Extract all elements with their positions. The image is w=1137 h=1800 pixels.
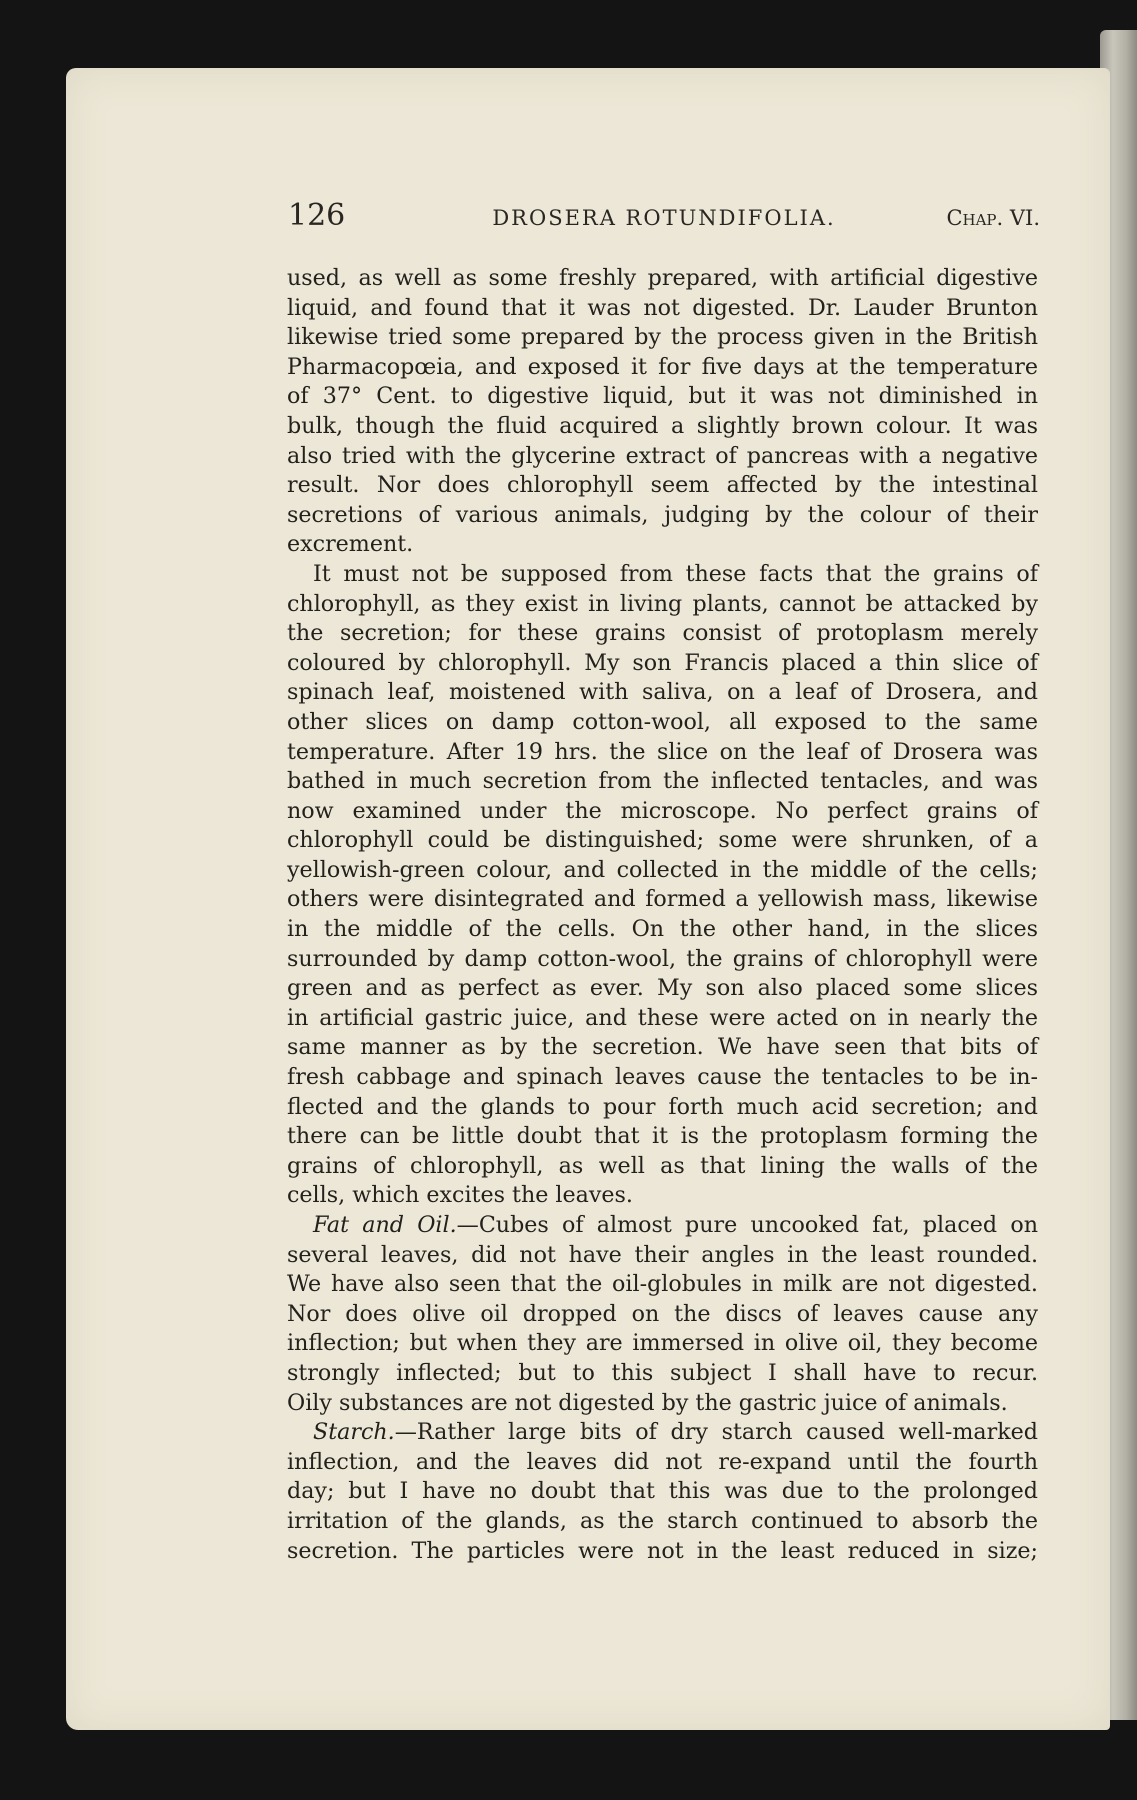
text-line: grains of chlorophyll, as well as that lining the walls of the <box>287 1152 1038 1179</box>
chapter-label: Chap. VI. <box>946 206 1040 230</box>
text-line: We have also seen that the oil-globules in milk are not digested. <box>287 1271 1038 1298</box>
text-line: secretions of various animals, judging by the colour of their <box>287 501 1038 528</box>
text-line: used, as well as some freshly prepared, with artificial digestive <box>287 265 1038 291</box>
text-line: several leaves, did not have their angles in the least rounded. <box>287 1241 1038 1268</box>
text-line: same manner as by the secretion. We have seen that bits of <box>287 1034 1038 1061</box>
text-line: the secretion; for these grains consist of protoplasm merely <box>287 620 1038 647</box>
text-line-starch <box>287 1418 1038 1448</box>
text-line: Oily substances are not digested by the gastric juice of animals. <box>287 1389 1008 1416</box>
text-line: other slices on damp cotton-wool, all exposed to the same <box>287 708 1038 735</box>
em-dash: — <box>456 1212 479 1238</box>
text-line-fat-and-oil <box>287 1211 1038 1241</box>
section-heading-starch: Starch. <box>313 1419 395 1446</box>
text-line: day; but I have no doubt that this was due to the prolonged <box>287 1478 1038 1505</box>
page-header <box>288 196 1040 240</box>
text-line-content: Rather large bits of dry starch caused well-marked <box>416 1419 1038 1446</box>
text-line: likewise tried some prepared by the process given in the British <box>287 324 1038 351</box>
text-line: excrement. <box>287 531 414 558</box>
text-line: green and as perfect as ever. My son also placed some slices <box>287 975 1038 1002</box>
text-line: fresh cabbage and spinach leaves cause the tentacles to be in- <box>287 1064 1038 1091</box>
text-line: in artificial gastric juice, and these were acted on in nearly the <box>287 1004 1038 1031</box>
text-line: secretion. The particles were not in the least reduced in size; <box>287 1537 1038 1564</box>
text-line-content: Cubes of almost pure uncooked fat, placed on <box>478 1212 1038 1238</box>
text-line: surrounded by damp cotton-wool, the grains of chlorophyll were <box>287 945 1038 972</box>
text-line: flected and the glands to pour forth much acid secretion; and <box>287 1093 1038 1120</box>
text-line: Pharmacopœia, and exposed it for five days at the temperature <box>287 353 1038 380</box>
text-line: coloured by chlorophyll. My son Francis placed a thin slice of <box>287 649 1038 676</box>
running-title: DROSERA ROTUNDIFOLIA. <box>492 206 836 230</box>
text-line: liquid, and found that it was not digested. Dr. Lauder Brunton <box>287 294 1038 321</box>
text-line: in the middle of the cells. On the other hand, in the slices <box>287 916 1038 943</box>
text-line: now examined under the microscope. No perfect grains of <box>287 797 1038 824</box>
text-line: inflection; but when they are immersed in olive oil, they become <box>287 1330 1038 1357</box>
text-line: there can be little doubt that it is the protoplasm forming the <box>287 1123 1038 1150</box>
text-line: strongly inflected; but to this subject I shall have to recur. <box>287 1359 1038 1386</box>
em-dash: — <box>394 1419 417 1446</box>
section-heading-fat-and-oil: Fat and Oil. <box>313 1212 457 1238</box>
text-line: also tried with the glycerine extract of pancreas with a negative <box>287 442 1038 469</box>
text-line: temperature. After 19 hrs. the slice on the leaf of Drosera was <box>287 738 1038 765</box>
text-line: cells, which excites the leaves. <box>287 1182 633 1209</box>
text-line: It must not be supposed from these facts that the grains of <box>313 560 1038 587</box>
page-number: 126 <box>288 198 346 233</box>
text-line: yellowish-green colour, and collected in the middle of the cells; <box>287 856 1038 883</box>
text-line: Nor does olive oil dropped on the discs of leaves cause any <box>287 1300 1038 1327</box>
text-line: of 37° Cent. to digestive liquid, but it was not diminished in <box>287 383 1038 410</box>
text-line: spinach leaf, moistened with saliva, on a leaf of Drosera, and <box>287 679 1038 706</box>
text-line: bulk, though the fluid acquired a slightly brown colour. It was <box>287 412 1038 439</box>
text-line: chlorophyll could be distinguished; some were shrunken, of a <box>287 827 1038 854</box>
text-line: irritation of the glands, as the starch continued to absorb the <box>287 1507 1038 1534</box>
text-line: result. Nor does chlorophyll seem affected by the intestinal <box>287 472 1038 499</box>
text-line: chlorophyll, as they exist in living plants, cannot be attacked by <box>287 590 1038 617</box>
body-text <box>287 264 1038 1566</box>
text-line: bathed in much secretion from the inflected tentacles, and was <box>287 768 1038 795</box>
text-line: inflection, and the leaves did not re-expand until the fourth <box>287 1448 1038 1475</box>
text-line: others were disintegrated and formed a yellowish mass, likewise <box>287 886 1038 913</box>
